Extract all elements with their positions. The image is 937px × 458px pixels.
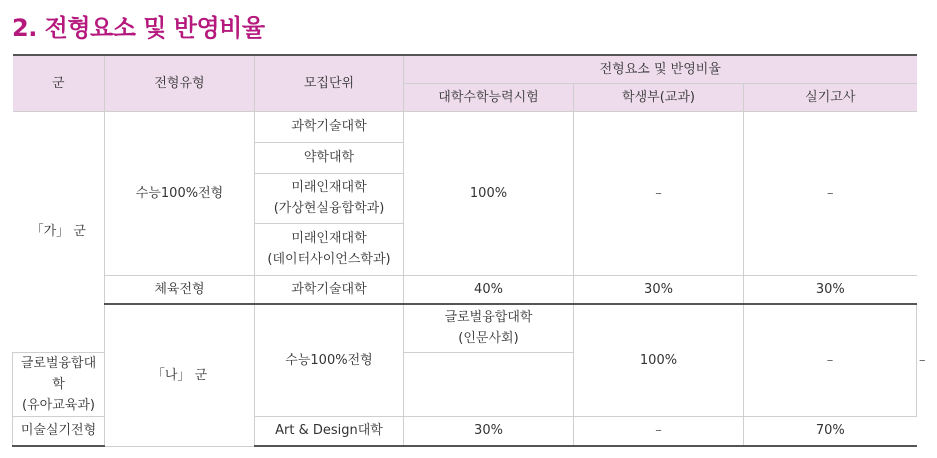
unit-cell: 약학대학: [255, 142, 404, 173]
header-practical: 실기고사: [744, 83, 917, 111]
group-cell: 「가」 군: [13, 111, 105, 352]
type-cell: 수능100%전형: [255, 304, 404, 416]
unit-cell: [13, 352, 105, 416]
type-cell: 미술실기전형: [13, 416, 105, 446]
unit-line: 미래인재대학: [291, 231, 367, 246]
unit-cell: 과학기술대학: [255, 275, 404, 304]
header-unit: 모집단위: [255, 55, 404, 111]
unit-cell: Art & Design대학: [255, 416, 404, 446]
unit-line: (가상현실융합학과): [273, 201, 385, 216]
header-elements: 전형요소 및 반영비율: [404, 55, 917, 83]
unit-line: 글로벌융합대학: [20, 355, 97, 392]
header-suneung: 대학수학능력시험: [404, 83, 574, 111]
unit-cell: [404, 304, 574, 352]
header-group: 군: [13, 55, 105, 111]
table-row: [13, 111, 917, 142]
practical-cell: –: [744, 111, 917, 275]
unit-line: (데이터사이언스학과): [267, 252, 391, 267]
unit-line: (유아교육과): [22, 397, 95, 413]
unit-cell: [255, 173, 404, 223]
practical-cell: 70%: [744, 416, 917, 446]
type-cell: 체육전형: [105, 275, 255, 304]
record-cell: –: [574, 111, 744, 275]
suneung-cell: 30%: [404, 416, 574, 446]
table-row: [13, 275, 917, 304]
record-cell: –: [744, 304, 917, 416]
type-cell: 수능100%전형: [105, 111, 255, 275]
record-cell: –: [574, 416, 744, 446]
table-row: 「나」 군 수능100%전형 글로벌융합대학 (인문사회) 100% – –: [13, 304, 917, 352]
unit-line: (인문사회): [458, 331, 519, 347]
unit-cell: 과학기술대학: [255, 111, 404, 142]
practical-cell: 30%: [744, 275, 917, 304]
unit-line: 미래인재대학: [291, 180, 367, 195]
admission-ratio-table: [12, 54, 926, 447]
suneung-cell: 40%: [404, 275, 574, 304]
record-cell: 30%: [574, 275, 744, 304]
section-title: 2. 전형요소 및 반영비율: [12, 14, 265, 42]
header-record: 학생부(교과): [574, 83, 744, 111]
header-type: 전형유형: [105, 55, 255, 111]
unit-cell: [255, 223, 404, 275]
suneung-cell: 100%: [404, 111, 574, 275]
group-cell: 「나」 군: [105, 304, 255, 446]
suneung-cell: 100%: [574, 304, 744, 416]
unit-line: 글로벌융합대학: [444, 310, 533, 326]
